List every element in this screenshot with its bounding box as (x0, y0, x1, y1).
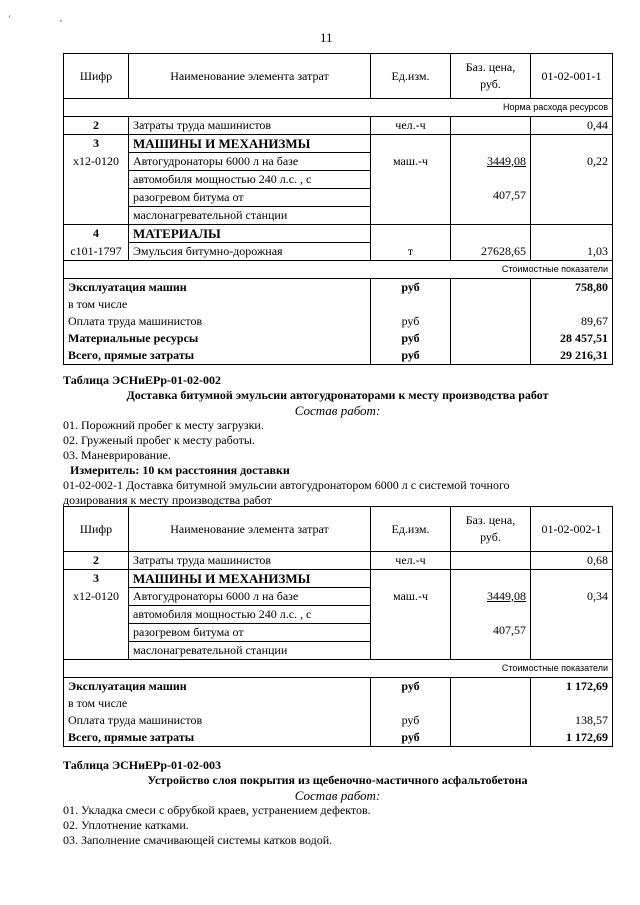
cost-caption: Стоимостные показатели (64, 660, 613, 678)
row-name-line: разогревом битума от (129, 624, 370, 642)
row-code: с101-1797 (64, 243, 129, 261)
cost-value: 138,57 (531, 712, 613, 729)
cost-label: Материальные ресурсы (64, 330, 371, 347)
table-row (64, 135, 613, 153)
cost-value: 29 216,31 (531, 347, 613, 365)
header-unit: Ед.изм. (371, 507, 451, 552)
group-title: МАШИНЫ И МЕХАНИЗМЫ (129, 570, 371, 588)
cost-label: Оплата труда машинистов (64, 712, 371, 729)
cost-row (64, 678, 613, 696)
group-title: МАШИНЫ И МЕХАНИЗМЫ (129, 135, 371, 153)
section-title: Устройство слоя покрытия из щебеночно-мастичного асфальтобетона (147, 773, 528, 787)
work-item: 03. Заполнение смачивающей системы катков водой. (63, 833, 333, 847)
header-price: Баз. цена, руб. (451, 54, 531, 99)
row-name-line: автомобиля мощностью 240 л.с. , с (129, 171, 370, 189)
row-name-line: Автогудронаторы 6000 л на базе (129, 588, 370, 606)
cost-unit: руб (371, 347, 451, 365)
cost-value: 1 172,69 (531, 678, 613, 696)
work-composition-title: Состав работ: (294, 403, 381, 418)
header-price: Баз. цена, руб. (451, 507, 531, 552)
table-row (64, 117, 613, 135)
cost-unit: руб (371, 678, 451, 696)
cost-row (64, 313, 613, 330)
row-name: Затраты труда машинистов (129, 117, 371, 135)
cost-row (64, 296, 613, 313)
table-row (64, 570, 613, 588)
cost-row (64, 330, 613, 347)
table-row (64, 153, 613, 225)
cost-row (64, 279, 613, 297)
row-name: Эмульсия битумно-дорожная (129, 243, 371, 261)
norm-description: 01-02-002-1 Доставка битумной эмульсии автогудронатором 6000 л с системой точного (63, 478, 510, 492)
table-header (64, 54, 613, 99)
cost-value: 758,80 (531, 279, 613, 297)
table-id: Таблица ЭСНиЕРр-01-02-003 (63, 758, 222, 772)
row-price (451, 552, 531, 570)
cost-label: Оплата труда машинистов (64, 313, 371, 330)
table-row (64, 588, 613, 660)
work-item: 03. Маневрирование. (63, 448, 171, 462)
cost-row (64, 729, 613, 747)
cost-label: Эксплуатация машин (64, 678, 371, 696)
row-code: 2 (64, 552, 129, 570)
scan-mark: ' (9, 14, 11, 23)
cost-unit: руб (371, 330, 451, 347)
row-name-line: маслонагревательной станции (133, 643, 288, 657)
header-unit: Ед.изм. (371, 54, 451, 99)
header-name: Наименование элемента затрат (129, 507, 371, 552)
table-row (64, 225, 613, 243)
work-item: 02. Уплотнение катками. (63, 818, 189, 832)
work-item: 01. Укладка смеси с обрубкой краев, устранением дефектов. (63, 803, 371, 817)
row-value: 0,68 (531, 552, 613, 570)
cost-label: Всего, прямые затраты (64, 347, 371, 365)
norm-description: дозирования к месту производства работ (63, 493, 272, 507)
row-name-line: автомобиля мощностью 240 л.с. , с (129, 606, 370, 624)
cost-value: 28 457,51 (531, 330, 613, 347)
group-title: МАТЕРИАЛЫ (129, 225, 371, 243)
row-unit: т (371, 243, 451, 261)
row-code: 3 (64, 570, 129, 588)
row-unit: маш.-ч (371, 588, 451, 660)
norm-caption: Норма расхода ресурсов (64, 99, 613, 117)
row-price (451, 117, 531, 135)
section-title: Доставка битумной эмульсии автогудронаторами к месту производства работ (126, 388, 549, 402)
cost-label: Эксплуатация машин (64, 279, 371, 297)
cost-unit: руб (371, 729, 451, 747)
row-name-line: Автогудронаторы 6000 л на базе (129, 153, 370, 171)
cost-value: 1 172,69 (531, 729, 613, 747)
cost-unit: руб (371, 712, 451, 729)
resource-table-1 (63, 53, 613, 365)
scan-mark: , (60, 14, 62, 23)
row-unit: чел.-ч (371, 552, 451, 570)
cost-row (64, 695, 613, 712)
row-unit: маш.-ч (371, 153, 451, 225)
row-price: 3449,08 (487, 588, 526, 603)
row-value: 0,34 (531, 588, 613, 660)
row-code: х12-0120 (64, 153, 129, 225)
cost-label: в том числе (64, 296, 371, 313)
cost-row (64, 712, 613, 729)
cost-value: 89,67 (531, 313, 613, 330)
page-number: 11 (320, 30, 333, 45)
row-value: 1,03 (531, 243, 613, 261)
row-value: 0,44 (531, 117, 613, 135)
header-name: Наименование элемента затрат (129, 54, 371, 99)
work-item: 01. Порожний пробег к месту загрузки. (63, 418, 264, 432)
row-name-line: разогревом битума от (129, 189, 370, 207)
table-header (64, 507, 613, 552)
row-price-2: 407,57 (493, 187, 526, 202)
work-item: 02. Груженый пробег к месту работы. (63, 433, 255, 447)
cost-unit: руб (371, 313, 451, 330)
row-price: 3449,08 (487, 153, 526, 168)
table-id: Таблица ЭСНиЕРр-01-02-002 (63, 373, 222, 387)
table-row (64, 552, 613, 570)
measure-unit: Измеритель: 10 км расстояния доставки (70, 463, 290, 477)
row-unit: чел.-ч (371, 117, 451, 135)
cost-caption: Стоимостные показатели (64, 261, 613, 279)
cost-unit: руб (371, 279, 451, 297)
resource-table-2 (63, 506, 613, 747)
header-norm: 01-02-002-1 (531, 507, 613, 552)
row-price: 27628,65 (451, 243, 531, 261)
table-row (64, 243, 613, 261)
header-code: Шифр (64, 507, 129, 552)
row-name: Затраты труда машинистов (129, 552, 371, 570)
row-price-2: 407,57 (493, 622, 526, 637)
row-code: 2 (64, 117, 129, 135)
cost-label: Всего, прямые затраты (64, 729, 371, 747)
cost-row (64, 347, 613, 365)
row-code: х12-0120 (64, 588, 129, 660)
work-composition-title: Состав работ: (294, 788, 381, 803)
header-code: Шифр (64, 54, 129, 99)
row-name-line: маслонагревательной станции (133, 208, 288, 222)
row-code: 3 (64, 135, 129, 153)
header-norm: 01-02-001-1 (531, 54, 613, 99)
row-value: 0,22 (531, 153, 613, 225)
cost-label: в том числе (64, 695, 371, 712)
row-code: 4 (64, 225, 129, 243)
